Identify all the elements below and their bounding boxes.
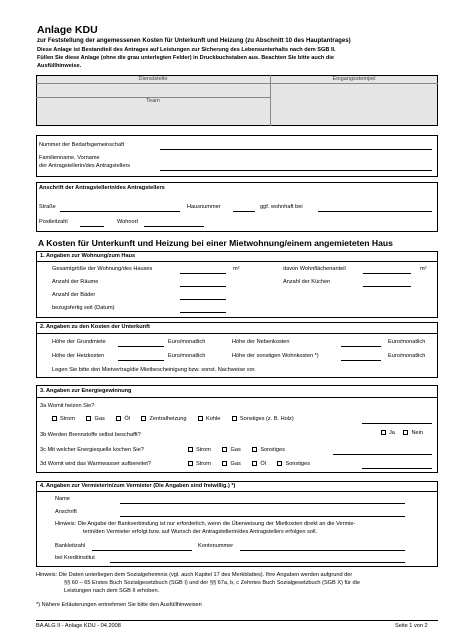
total-size-label: Gesamtgröße der Wohnung/des Hauses [52, 266, 153, 272]
living-area-unit: m² [420, 266, 427, 272]
address-heading: Anschrift der Antragstellerin/des Antragstellers [39, 185, 165, 191]
q3c-options [188, 447, 285, 454]
q3b-nein-checkbox[interactable] [403, 430, 408, 435]
base-rent-unit: Euro/monatlich [168, 339, 206, 345]
office-divider [36, 83, 438, 84]
landlord-address-field[interactable] [120, 509, 405, 517]
q3a-sonstiges-label: Sonstiges (z. B. Holz) [239, 416, 294, 422]
intro-line-3: Ausfüllhinweise. [37, 63, 82, 69]
privacy-note-3: Leistungen nach dem SGB II erhoben. [64, 588, 160, 594]
page-title: Anlage KDU [37, 24, 98, 36]
q3c-gas-checkbox[interactable] [222, 447, 227, 452]
q3d-oel-label: Öl [260, 461, 266, 467]
q3d-gas-label: Gas [230, 461, 241, 467]
base-rent-label: Höhe der Grundmiete [52, 339, 106, 345]
total-size-field[interactable] [180, 266, 226, 274]
section-3-box [36, 385, 438, 473]
rooms-field[interactable] [180, 279, 226, 287]
privacy-note-1: Hinweis: Die Daten unterliegen dem Sozialgeheimnis (vgl. auch Kapitel 17 des Merkblattes). Ihre Angaben werden aufgrund der [36, 572, 353, 578]
q3c-label: 3c Mit welcher Energiequelle kochen Sie? [40, 447, 144, 453]
living-area-label: davon Wohnflächenanteil [283, 266, 346, 272]
bg-number-label: Nummer der Bedarfsgemeinschaft [39, 142, 125, 148]
q3a-strom-checkbox[interactable] [52, 416, 57, 421]
rent-proof-note: Legen Sie bitte den Mietvertrag/die Mietbescheinigung bzw. sonst. Nachweise vor. [52, 367, 256, 373]
care-of-field[interactable] [318, 204, 432, 212]
q3c-strom-label: Strom [196, 447, 211, 453]
house-no-field[interactable] [233, 204, 255, 212]
eingangsstempel-label: Eingangsstempel [332, 76, 376, 82]
bg-number-field[interactable] [160, 142, 432, 150]
landlord-name-field[interactable] [120, 496, 405, 504]
q3d-sonstiges-field[interactable] [362, 461, 432, 469]
bank-code-label: Bankleitzahl [55, 543, 86, 549]
q3a-strom-label: Strom [60, 416, 75, 422]
section-1-divider [36, 261, 438, 262]
q3a-oel-label: Öl [124, 416, 130, 422]
privacy-note-2: §§ 60 – 65 Erstes Buch Sozialgesetzbuch (SGB I) und der §§ 67a, b, c Zehntes Buch Sozialgesetzbuch (SGB X) für die [64, 580, 361, 586]
bank-hint-1: Hinweis: Die Angabe der Bankverbindung ist nur erforderlich, wenn die Überweisung der Mietkosten direkt an die Vermie- [55, 521, 356, 527]
page-subtitle: zur Feststellung der angemessenen Kosten für Unterkunft und Heizung (zu Abschnitt 10 des Hauptantrages) [37, 37, 351, 44]
kitchens-label: Anzahl der Küchen [283, 279, 331, 285]
intro-line-2: Füllen Sie diese Anlage (ohne die grau unterlegten Felder) in Druckbuchstaben aus. Beachten Sie bitte auch die [37, 55, 334, 61]
q3b-ja-label: Ja [389, 430, 395, 436]
city-label: Wohnort [117, 219, 139, 225]
q3c-sonstiges-checkbox[interactable] [252, 447, 257, 452]
q3a-gas-checkbox[interactable] [86, 416, 91, 421]
heating-field[interactable] [118, 353, 164, 361]
section-3-divider [36, 397, 438, 398]
q3a-options [52, 416, 294, 423]
q3d-gas-checkbox[interactable] [222, 461, 227, 466]
dienststelle-label: Dienststelle [138, 76, 168, 82]
bank-name-label: bei Kreditinstitut [55, 555, 95, 561]
q3b-options [381, 430, 423, 437]
team-label: Team [146, 98, 160, 104]
q3c-sonstiges-field[interactable] [333, 447, 432, 455]
section-4-heading: 4. Angaben zur Vermieterin/zum Vermieter (Die Angaben sind freiwillig.) *) [40, 483, 236, 489]
baths-field[interactable] [180, 292, 226, 300]
q3d-label: 3d Womit wird das Warmwasser aufbereitet? [40, 461, 151, 467]
q3a-gas-label: Gas [94, 416, 105, 422]
baths-label: Anzahl der Bäder [52, 292, 96, 298]
street-label: Straße [39, 204, 56, 210]
landlord-address-label: Anschrift [55, 509, 77, 515]
section-3-heading: 3. Angaben zur Energiegewinnung [40, 388, 132, 394]
street-field[interactable] [60, 204, 180, 212]
section-2-heading: 2. Angaben zu den Kosten der Unterkunft [40, 324, 150, 330]
bank-code-field[interactable] [92, 543, 192, 551]
footer-rule [36, 620, 438, 621]
q3a-sonstiges-field[interactable] [362, 416, 432, 424]
zip-field[interactable] [80, 219, 104, 227]
footnote: *) Nähere Erläuterungen entnehmen Sie bitte den Ausfüllhinweisen [36, 602, 202, 608]
rooms-label: Anzahl der Räume [52, 279, 99, 285]
living-area-field[interactable] [363, 266, 411, 274]
account-label: Kontonummer [198, 543, 234, 549]
base-rent-field[interactable] [118, 339, 164, 347]
other-costs-field[interactable] [341, 353, 381, 361]
q3c-strom-checkbox[interactable] [188, 447, 193, 452]
landlord-name-label: Name [55, 496, 70, 502]
q3b-label: 3b Werden Brennstoffe selbst beschafft? [40, 432, 141, 438]
q3b-nein-label: Nein [411, 430, 423, 436]
q3d-strom-checkbox[interactable] [188, 461, 193, 466]
page-number: Seite 1 von 2 [395, 623, 428, 629]
bank-name-field[interactable] [110, 555, 405, 563]
bank-hint-2: terin/den Vermieter erfolgt bzw. auf Wunsch der Antragstellerin/des Antragstellers erfolgen soll. [83, 529, 318, 535]
account-field[interactable] [240, 543, 405, 551]
q3a-label: 3a Womit heizen Sie? [40, 403, 95, 409]
total-size-unit: m² [233, 266, 240, 272]
other-costs-label: Höhe der sonstigen Wohnkosten *) [232, 353, 319, 359]
ready-since-label: bezugsfertig seit (Datum) [52, 305, 115, 311]
q3a-oel-checkbox[interactable] [116, 416, 121, 421]
q3c-gas-label: Gas [230, 447, 241, 453]
care-of-label: ggf. wohnhaft bei [260, 204, 303, 210]
q3c-sonstiges-label: Sonstiges [260, 447, 285, 453]
section-a-title: A Kosten für Unterkunft und Heizung bei einer Mietwohnung/einem angemieteten Haus [38, 238, 393, 248]
name-label-2: der Antragstellerin/des Antragstellers [39, 163, 131, 169]
q3d-oel-checkbox[interactable] [252, 461, 257, 466]
section-2-divider [36, 333, 438, 334]
q3a-zentral-checkbox[interactable] [141, 416, 146, 421]
q3a-kohle-label: Kohle [206, 416, 221, 422]
side-costs-label: Höhe der Nebenkosten [232, 339, 290, 345]
q3a-sonstiges-checkbox[interactable] [232, 416, 237, 421]
name-field[interactable] [160, 163, 432, 171]
side-costs-unit: Euro/monatlich [388, 339, 426, 345]
ready-since-field[interactable] [180, 305, 226, 313]
q3d-sonstiges-checkbox[interactable] [277, 461, 282, 466]
heating-unit: Euro/monatlich [168, 353, 206, 359]
zip-label: Postleitzahl [39, 219, 68, 225]
kitchens-field[interactable] [363, 279, 411, 287]
form-id: BA ALG II - Anlage KDU - 04.2008 [36, 623, 121, 629]
section-1-heading: 1. Angaben zur Wohnung/zum Haus [40, 253, 136, 259]
intro-line-1: Diese Anlage ist Bestandteil des Antrages auf Leistungen zur Sicherung des Lebensunterhalts nach dem SGB II. [37, 47, 336, 53]
side-costs-field[interactable] [341, 339, 381, 347]
q3a-kohle-checkbox[interactable] [198, 416, 203, 421]
name-label-1: Familienname, Vorname [39, 155, 100, 161]
other-costs-unit: Euro/monatlich [388, 353, 426, 359]
heating-label: Höhe der Heizkosten [52, 353, 105, 359]
q3d-options [188, 461, 310, 468]
city-field[interactable] [144, 219, 204, 227]
section-4-divider [36, 491, 438, 492]
q3d-sonstiges-label: Sonstiges [285, 461, 311, 467]
q3a-zentral-label: Zentralheizung [149, 416, 187, 422]
q3b-ja-checkbox[interactable] [381, 430, 386, 435]
q3d-strom-label: Strom [196, 461, 211, 467]
house-no-label: Hausnummer [187, 204, 221, 210]
